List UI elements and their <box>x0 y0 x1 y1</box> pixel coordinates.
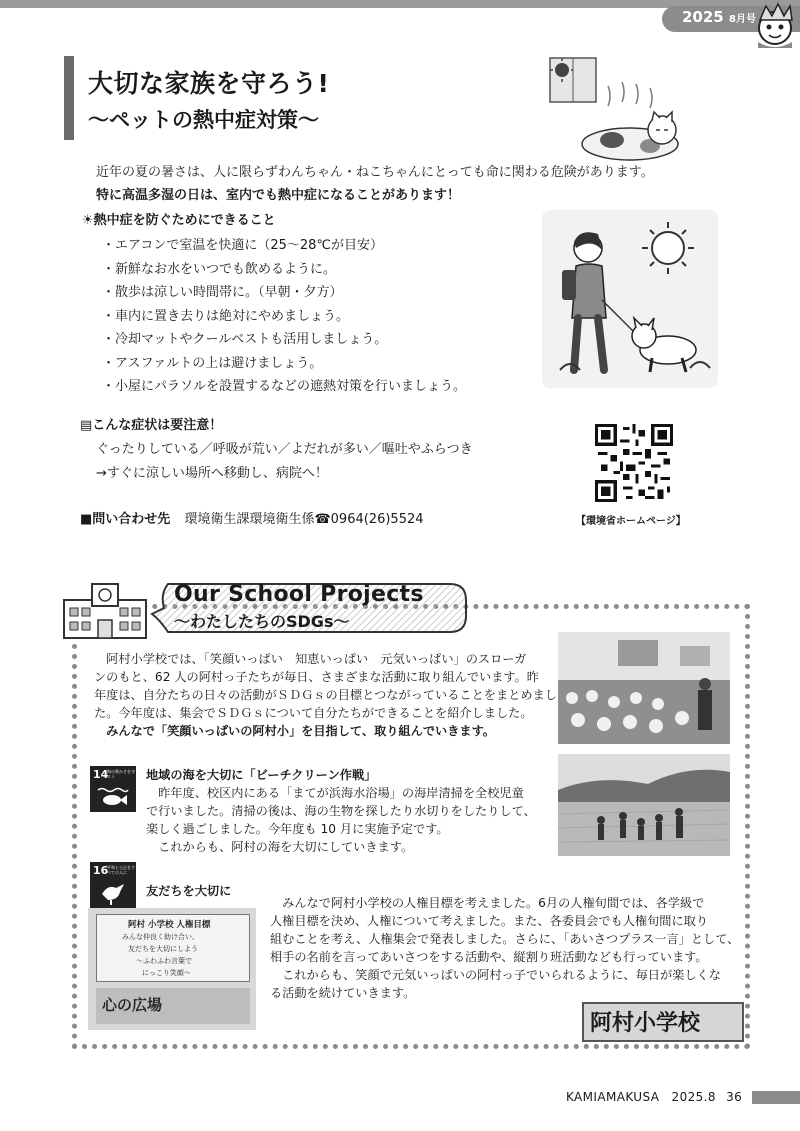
fish-icon <box>96 784 130 808</box>
poster-line: みんな仲良く助け合い、 <box>122 933 199 941</box>
article-title: 大切な家族を守ろう! <box>88 69 330 98</box>
list-item: ・冷却マットやクールベストも活用しましょう。 <box>102 332 388 347</box>
issue-label <box>682 8 756 26</box>
intro-line-1: 近年の夏の暑さは、人に限らずわんちゃん・ねこちゃんにとっても命に関わる危険があります。 <box>96 165 654 180</box>
list-item: ・新鮮なお水をいつでも飲めるように。 <box>102 261 337 277</box>
sdg-14-line: で行いました。清掃の後は、海の生物を探したり水切りをしたりして、 <box>146 804 536 818</box>
qr-code[interactable] <box>595 424 673 502</box>
school-intro-line: みんなで「笑顔いっぱいの阿村小」を目指して、取り組んでいきます。 <box>94 724 495 738</box>
section-heading-jp: 〜わたしたちのSDGs〜 <box>174 612 350 631</box>
mascot-icon <box>752 2 798 50</box>
contact-department: 環境衛生課環境衛生係 <box>184 512 315 527</box>
sdg-14-line: 昨年度、校区内にある「まてが浜海水浴場」の海岸清掃を全校児童 <box>146 786 524 800</box>
sun-icon: ☀ <box>82 213 94 228</box>
qr-caption: 【環境省ホームページ】 <box>576 516 686 527</box>
action-text: →すぐに涼しい場所へ移動し、病院へ！ <box>96 466 328 481</box>
contact-phone: 0964(26)5524 <box>330 512 424 527</box>
sdg-16-line: これからも、笑顔で元気いっぱいの阿村っ子でいられるように、毎日が楽しくな <box>270 968 721 982</box>
issue-month: 8月号 <box>728 14 756 25</box>
symptom-list: ぐったりしている／呼吸が荒い／よだれが多い／嘔吐やふらつき <box>96 442 473 457</box>
title-accent-bar <box>64 56 74 140</box>
sdg-14-label: 海の豊かさを守ろう <box>107 769 135 779</box>
dove-gavel-icon <box>98 880 128 906</box>
phone-icon: ☎ <box>314 512 331 527</box>
assembly-photo <box>558 632 730 744</box>
sdg-14-line: これからも、阿村の海を大切にしていきます。 <box>146 840 414 854</box>
sdg-16-tile <box>90 862 136 908</box>
list-item: ・車内に置き去りは絶対にやめましょう。 <box>102 308 350 324</box>
article-subtitle: 〜ペットの熱中症対策〜 <box>88 108 319 132</box>
issue-year: 2025 <box>682 8 724 26</box>
sdg-16-line: 組むことを考え、人権集会で発表しました。さらに、「あいさつプラス一言」として、 <box>270 932 740 946</box>
school-name: 阿村小学校 <box>590 1011 701 1036</box>
list-item: ・散歩は涼しい時間帯に。（早朝・夕方） <box>102 285 343 300</box>
beach-cleanup-photo <box>558 754 730 856</box>
sdg-16-line: る活動を続けていきます。 <box>270 986 416 1000</box>
list-item: ・小屋にパラソルを設置するなどの遮熱対策を行いましょう。 <box>102 379 467 394</box>
list-item: ・アスファルトの上は避けましょう。 <box>102 355 323 371</box>
sdg-16-line: みんなで阿村小学校の人権目標を考えました。6月の人権旬間では、各学級で <box>270 896 705 910</box>
poster-board: 心の広場 <box>102 996 163 1014</box>
sdg-14-title: 地域の海を大切に「ビーチクリーン作戦」 <box>146 768 377 782</box>
poster-title: 阿村 小学校 人権目標 <box>128 920 211 930</box>
list-item: ・エアコンで室温を快適に（25〜28℃が目安） <box>102 238 384 253</box>
human-rights-poster-photo <box>88 908 256 1030</box>
footer-bar <box>752 1091 800 1104</box>
page-number: 36 <box>726 1090 743 1104</box>
poster-line: にっこり笑顔〜 <box>142 969 191 977</box>
school-intro-line: ンのもと、62 人の阿村っ子たちが毎日、さまざまな活動に取り組んでいます。昨 <box>94 670 539 684</box>
sdg-14-tile <box>90 766 136 812</box>
sdg-14-number: 14 <box>93 768 109 781</box>
poster-line: 友だちを大切にしよう <box>128 945 198 953</box>
sdg-16-title: 友だちを大切に <box>146 884 232 898</box>
section-heading-en: Our School Projects <box>174 582 424 607</box>
poster-line: 〜ふわふわ言葉で <box>136 957 192 965</box>
school-building-icon <box>62 580 148 640</box>
sdg-16-number: 16 <box>93 864 109 877</box>
school-intro-line: た。今年度は、集会でＳＤＧｓについて自分たちができることを紹介しました。 <box>94 706 533 720</box>
dog-walk-illustration <box>540 208 720 390</box>
hot-cat-illustration <box>546 56 686 166</box>
sdg-16-line: 人権目標を決め、人権について考えました。また、各委員会でも人権旬間に取り <box>270 914 709 928</box>
sdg-14-line: 楽しく過ごしました。今年度も 10 月に実施予定です。 <box>146 822 449 836</box>
prevent-heading: 熱中症を防ぐためにできること <box>93 213 276 228</box>
footer-date: 2025.8 <box>671 1090 716 1104</box>
footer-publication: KAMIAMAKUSA <box>566 1090 660 1104</box>
symptom-heading: こんな症状は要注意！ <box>92 418 223 433</box>
warning-book-icon: ▤ <box>80 418 93 433</box>
intro-line-2: 特に高温多湿の日は、室内でも熱中症になることがあります！ <box>96 188 461 203</box>
sdg-16-label: 平和と公正をすべての人に <box>107 865 135 875</box>
prevention-list <box>102 234 466 399</box>
school-intro-line: 阿村小学校では、「笑顔いっぱい 知恵いっぱい 元気いっぱい」のスローガ <box>94 652 527 666</box>
school-intro-line: 年度は、自分たちの日々の活動がＳＤＧｓの目標とつながっていることをまとめまし <box>94 688 557 702</box>
sdg-16-line: 相手の名前を言ってあいさつをする活動や、縦割り班活動なども行っています。 <box>270 950 708 964</box>
contact-label: ■問い合わせ先 <box>80 512 171 527</box>
page-footer <box>566 1090 742 1104</box>
